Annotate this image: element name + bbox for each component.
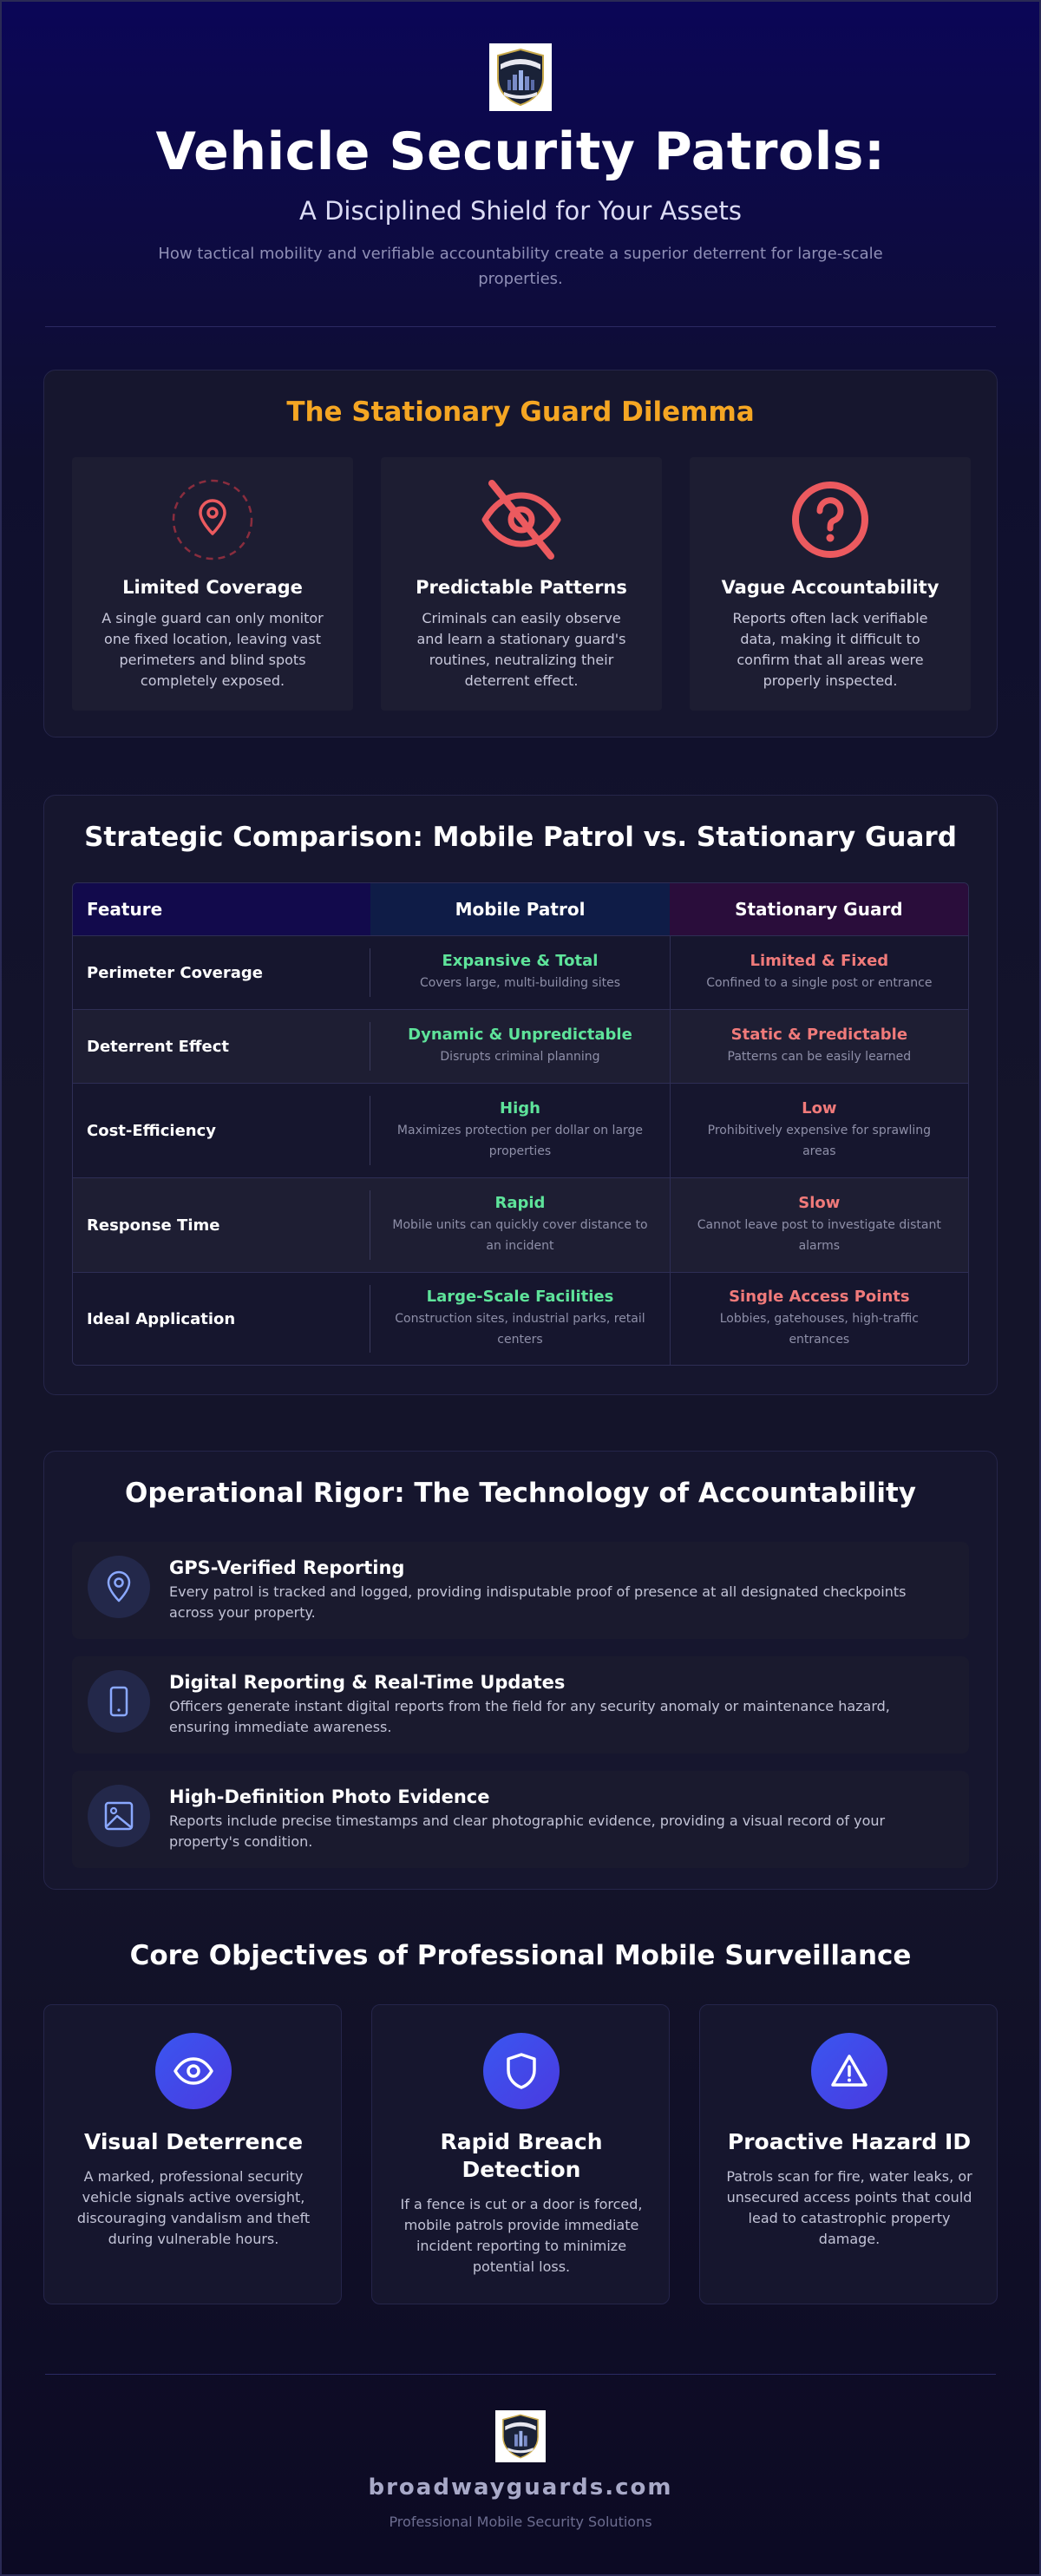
mobile-cell [370, 936, 669, 1009]
stationary-note: Lobbies, gatehouses, high-traffic entrances [719, 1312, 919, 1347]
mobile-note: Maximizes protection per dollar on large properties [396, 1124, 644, 1158]
rigor-item-title: GPS-Verified Reporting [169, 1557, 405, 1578]
mobile-note: Disrupts criminal planning [440, 1050, 600, 1064]
rigor-item-text: Every patrol is tracked and logged, providing indisputable proof of presence at all designated checkpoints across your property. [169, 1583, 907, 1621]
stationary-value: Limited & Fixed [750, 952, 889, 970]
dilemma-card-title: Vague Accountability [721, 577, 940, 598]
rigor-item-title: Digital Reporting & Real-Time Updates [169, 1672, 566, 1693]
objective-card-title: Proactive Hazard ID [727, 2129, 972, 2154]
table-row [73, 1083, 968, 1177]
mobile-value: Rapid [494, 1194, 546, 1212]
comparison-title: Strategic Comparison: Mobile Patrol vs. Stationary Guard [84, 822, 957, 853]
dilemma-card-coverage [72, 457, 353, 711]
dilemma-card-title: Predictable Patterns [416, 577, 627, 598]
objective-card-title: Visual Deterrence [83, 2129, 304, 2154]
footer-logo [495, 2410, 546, 2462]
footer-divider [45, 2374, 996, 2375]
broadway-guards-logo [489, 43, 552, 111]
rigor-title: Operational Rigor: The Technology of Accountability [125, 1478, 916, 1509]
comparison-table [72, 882, 969, 1366]
eye-icon [155, 2033, 232, 2109]
objective-card-title: Rapid Breach Detection [440, 2129, 603, 2182]
mobile-cell [370, 1178, 669, 1272]
header-stationary-guard: Stationary Guard [670, 883, 968, 935]
rigor-item-digital [72, 1656, 969, 1753]
objective-card-deterrence [43, 2004, 342, 2304]
eye-off-icon [478, 476, 565, 563]
row-feature: Ideal Application [73, 1273, 370, 1365]
stationary-cell [670, 1010, 968, 1083]
header-divider [45, 326, 996, 327]
page-title: Vehicle Security Patrols: [155, 121, 886, 182]
smartphone-icon [88, 1670, 150, 1733]
stationary-value: Low [802, 1099, 837, 1118]
rigor-item-text: Reports include precise timestamps and clear photographic evidence, providing a visual record of your property's condition. [169, 1812, 886, 1850]
map-pin-icon [88, 1556, 150, 1618]
mobile-note: Mobile units can quickly cover distance to an incident [392, 1218, 648, 1253]
page-tagline: How tactical mobility and verifiable accountability create a superior deterrent for large-scale properties. [158, 245, 883, 288]
rigor-item-photo [72, 1771, 969, 1868]
footer-website-link[interactable]: broadwayguards.com [368, 2474, 673, 2501]
row-feature: Cost-Efficiency [73, 1084, 370, 1177]
question-icon [787, 476, 874, 563]
shield-icon [483, 2033, 560, 2109]
objective-card-text: A marked, professional security vehicle signals active oversight, discouraging vandalism and theft during vulnerable hours. [76, 2168, 311, 2247]
rigor-item-text: Officers generate instant digital reports from the field for any security anomaly or maintenance hazard, ensuring immediate awareness. [169, 1698, 890, 1735]
stationary-cell [670, 1084, 968, 1177]
stationary-value: Single Access Points [729, 1288, 910, 1306]
mobile-cell [370, 1273, 669, 1365]
row-feature: Deterrent Effect [73, 1010, 370, 1083]
mobile-cell [370, 1010, 669, 1083]
mobile-note: Covers large, multi-building sites [419, 976, 620, 990]
page-subtitle: A Disciplined Shield for Your Assets [299, 196, 742, 226]
row-feature: Response Time [73, 1178, 370, 1272]
objectives-title: Core Objectives of Professional Mobile Surveillance [129, 1940, 912, 1971]
table-row [73, 1009, 968, 1083]
comparison-section [43, 795, 998, 1395]
table-row [73, 1177, 968, 1272]
dilemma-card-text: Reports often lack verifiable data, making it difficult to confirm that all areas were properly inspected. [732, 610, 928, 689]
stationary-note: Patterns can be easily learned [727, 1050, 912, 1064]
rigor-section [43, 1451, 998, 1890]
stationary-note: Prohibitively expensive for sprawling areas [707, 1124, 932, 1158]
footer-tagline: Professional Mobile Security Solutions [389, 2514, 652, 2530]
stationary-cell [670, 1273, 968, 1365]
header-mobile-patrol: Mobile Patrol [370, 883, 669, 935]
dilemma-card-text: A single guard can only monitor one fixed location, leaving vast perimeters and blind spots completely exposed. [101, 610, 324, 689]
mobile-value: High [500, 1099, 540, 1118]
stationary-value: Slow [798, 1194, 841, 1212]
table-header [73, 883, 968, 935]
stationary-cell [670, 1178, 968, 1272]
dilemma-card-patterns [381, 457, 662, 711]
row-feature: Perimeter Coverage [73, 936, 370, 1009]
dilemma-card-title: Limited Coverage [122, 577, 303, 598]
rigor-item-title: High-Definition Photo Evidence [169, 1786, 490, 1807]
stationary-note: Cannot leave post to investigate distant alarms [697, 1218, 941, 1253]
stationary-cell [670, 936, 968, 1009]
header-feature: Feature [73, 883, 370, 935]
map-pin-icon [169, 476, 256, 563]
stationary-value: Static & Predictable [730, 1026, 908, 1044]
mobile-note: Construction sites, industrial parks, retail centers [395, 1312, 645, 1347]
dilemma-card-accountability [690, 457, 971, 711]
objective-card-text: If a fence is cut or a door is forced, mobile patrols provide immediate incident reporting to minimize potential loss. [400, 2196, 643, 2275]
objective-card-hazard [699, 2004, 998, 2304]
objective-card-breach [371, 2004, 670, 2304]
table-row [73, 935, 968, 1009]
mobile-value: Large-Scale Facilities [426, 1288, 614, 1306]
image-icon [88, 1785, 150, 1847]
stationary-note: Confined to a single post or entrance [706, 976, 933, 990]
dilemma-section [43, 370, 998, 737]
mobile-value: Dynamic & Unpredictable [408, 1026, 632, 1044]
dilemma-card-text: Criminals can easily observe and learn a stationary guard's routines, neutralizing their deterrent effect. [416, 610, 626, 689]
table-row [73, 1272, 968, 1365]
objective-card-text: Patrols scan for fire, water leaks, or unsecured access points that could lead to catastrophic property damage. [726, 2168, 972, 2247]
alert-triangle-icon [811, 2033, 887, 2109]
dilemma-title: The Stationary Guard Dilemma [286, 397, 755, 428]
mobile-value: Expansive & Total [442, 952, 599, 970]
mobile-cell [370, 1084, 669, 1177]
rigor-item-gps [72, 1542, 969, 1639]
